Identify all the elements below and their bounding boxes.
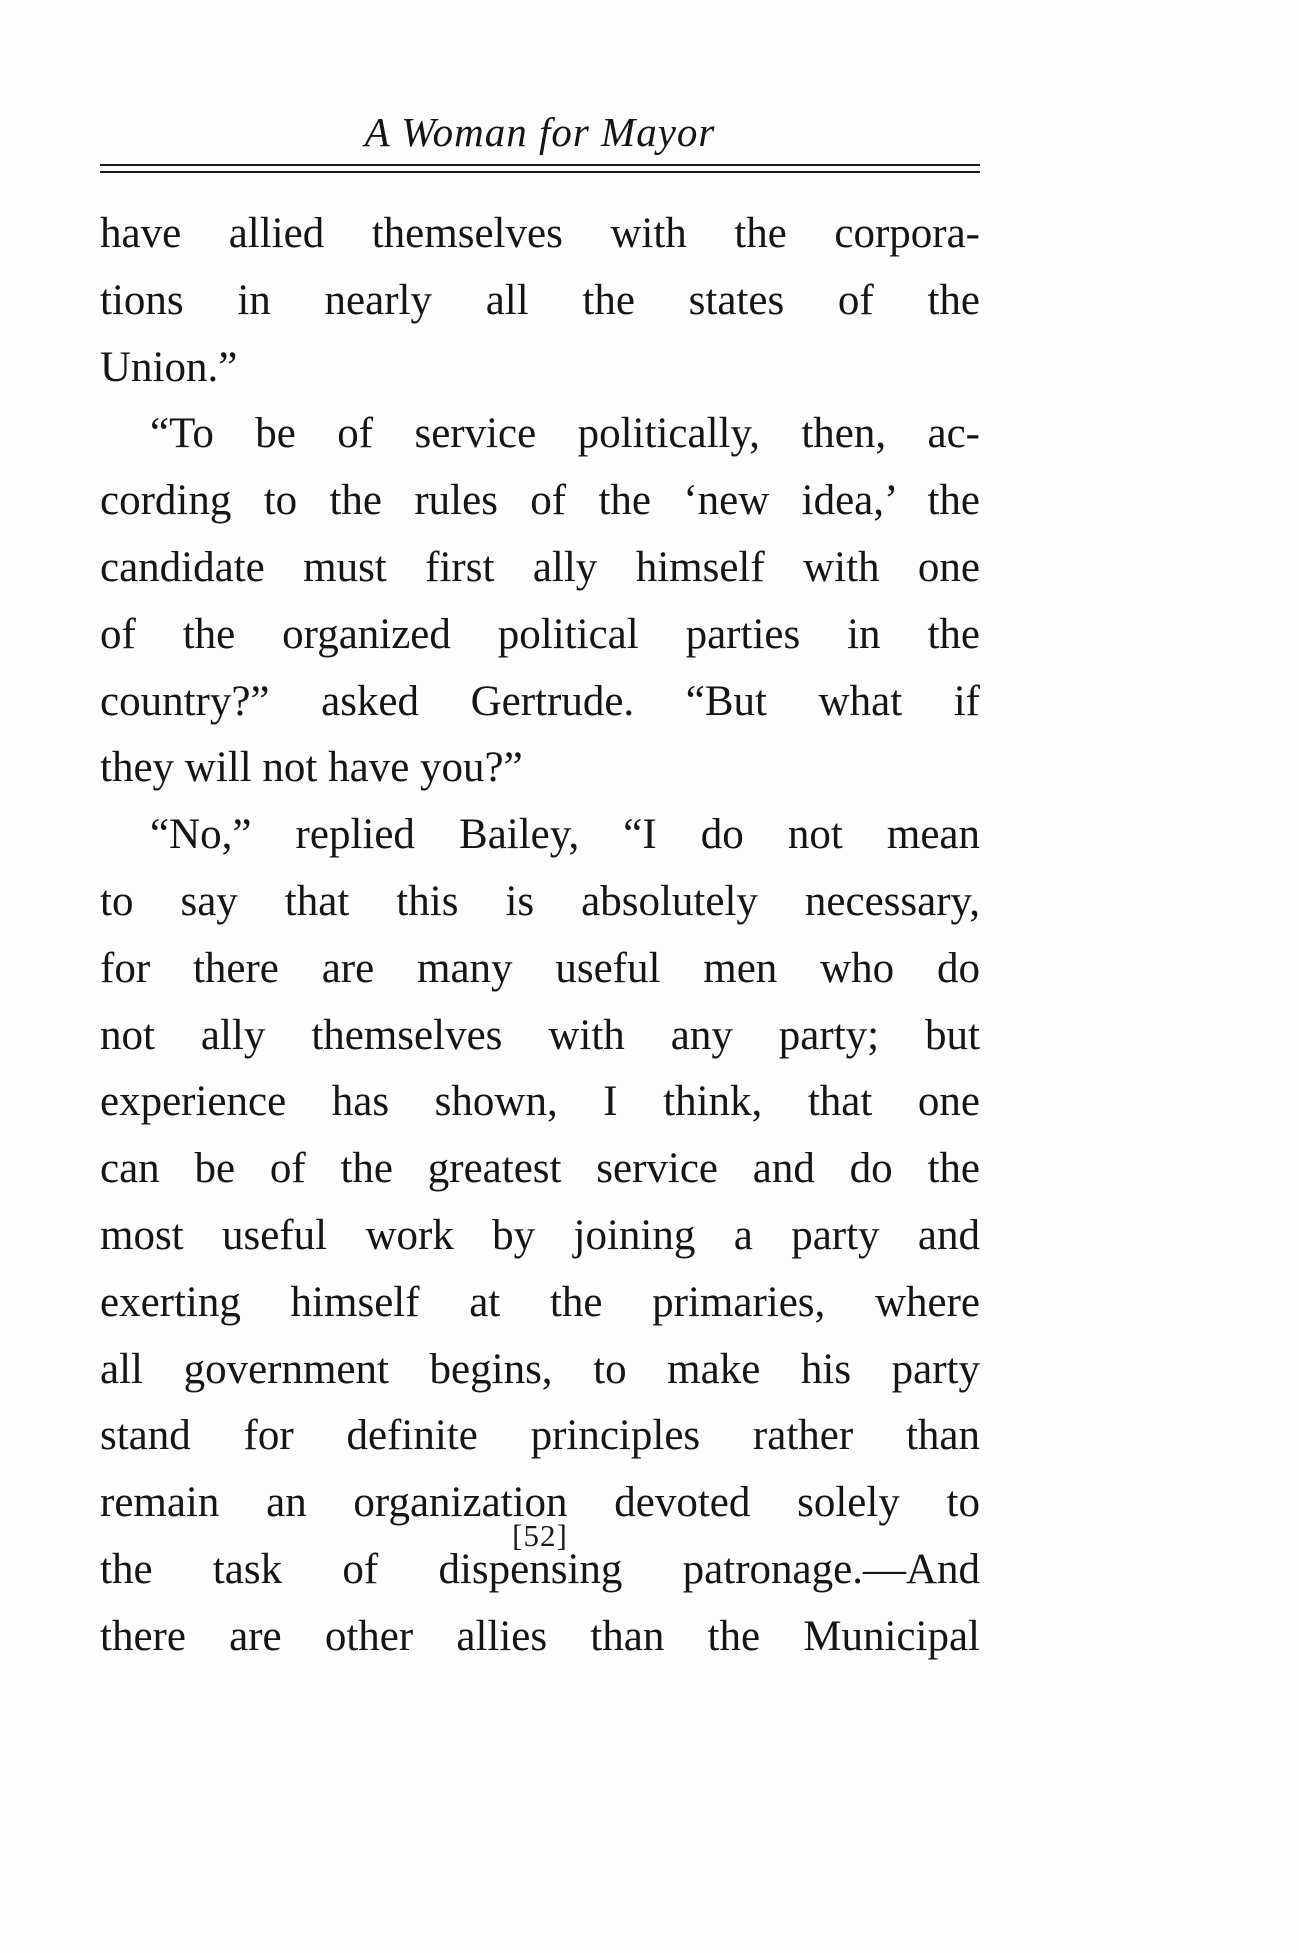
text-line: “To be of service politically, then, ac-	[150, 410, 980, 458]
text-line: for there are many useful men who do	[100, 944, 980, 992]
text-line: most useful work by joining a party and	[100, 1211, 980, 1259]
text-line: “No,” replied Bailey, “I do not mean	[150, 811, 980, 859]
text-line: of the organized political parties in the	[100, 610, 980, 658]
text-line: have allied themselves with the corpora-	[100, 210, 980, 257]
text-line: stand for definite principles rather than	[100, 1412, 980, 1460]
text-line: to say that this is absolutely necessary,	[100, 877, 980, 925]
text-line: remain an organization devoted solely to	[100, 1479, 980, 1527]
body-text	[100, 201, 980, 1671]
text-line: they will not have you?”	[100, 744, 523, 792]
header-rule-top	[100, 164, 980, 166]
text-line: the task of dispensing patronage.—And	[100, 1545, 980, 1593]
text-line: experience has shown, I think, that one	[100, 1078, 980, 1126]
text-line: cording to the rules of the ‘new idea,’ the	[100, 477, 980, 525]
header-rule-bottom	[100, 171, 980, 173]
text-line: tions in nearly all the states of the	[100, 276, 980, 324]
text-line: not ally themselves with any party; but	[100, 1011, 980, 1059]
page-number: [52]	[512, 1518, 568, 1553]
running-title: A Woman for Mayor	[364, 109, 716, 155]
text-line: all government begins, to make his party	[100, 1345, 980, 1393]
text-line: exerting himself at the primaries, where	[100, 1278, 980, 1326]
text-line: candidate must first ally himself with one	[100, 543, 980, 591]
text-line: country?” asked Gertrude. “But what if	[100, 677, 980, 725]
text-line: Union.”	[100, 343, 238, 391]
text-line: can be of the greatest service and do the	[100, 1145, 980, 1193]
text-line: there are other allies than the Municipal	[100, 1612, 980, 1660]
